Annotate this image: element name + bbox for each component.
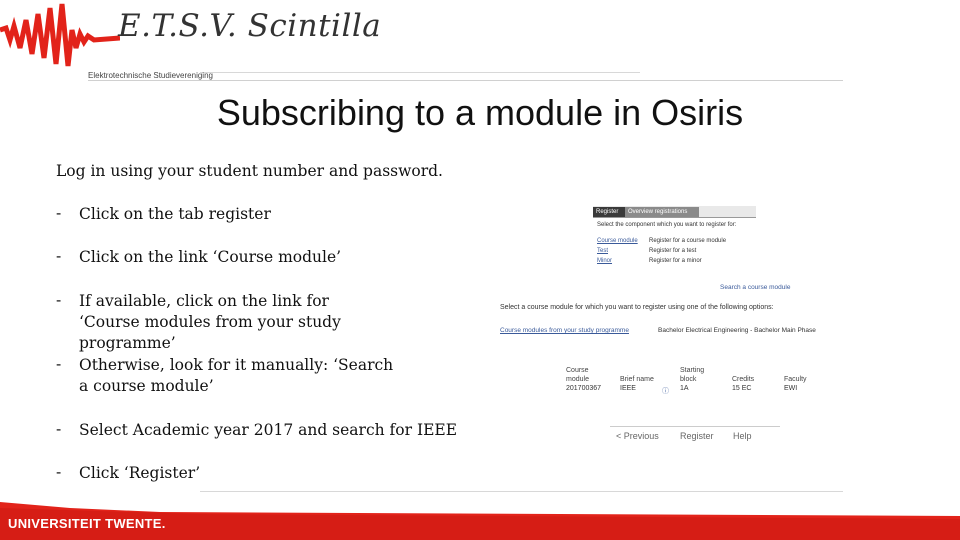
study-programme-value: Bachelor Electrical Engineering - Bachelor Main Phase	[658, 327, 816, 334]
scintilla-logo-wave	[0, 0, 120, 82]
register-button[interactable]: Register	[680, 431, 714, 441]
register-instruction: Select the component which you want to register for:	[597, 222, 737, 228]
minor-desc: Register for a minor	[649, 258, 702, 264]
bullet-item: - Click on the tab register	[56, 204, 271, 223]
university-logo-text: UNIVERSITEIT TWENTE.	[8, 516, 166, 531]
logo-subtitle: Elektrotechnische Studievereniging	[88, 71, 213, 80]
bullet-item: - Select Academic year 2017 and search for IEEE	[56, 420, 458, 439]
link-minor[interactable]: Minor	[597, 258, 613, 264]
register-tab-screenshot	[593, 206, 756, 274]
column-faculty: Faculty EWI	[784, 376, 807, 392]
logo-title: E.T.S.V. Scintilla	[118, 8, 382, 44]
intro-text: Log in using your student number and password.	[56, 162, 443, 180]
tab-overview-registrations[interactable]: Overview registrations	[625, 207, 699, 217]
column-starting-block: Starting block 1A	[680, 367, 705, 392]
link-course-module[interactable]: Course module	[597, 238, 638, 244]
column-course-module: Course module 201700367	[566, 367, 602, 392]
bullet-item: - If available, click on the link for ‘Course modules from your study programme’	[56, 291, 341, 352]
bullet-item: - Click ‘Register’	[56, 463, 201, 482]
info-icon[interactable]: ⓘ	[662, 388, 669, 395]
course-module-screenshot	[498, 284, 843, 449]
header-underline	[88, 80, 843, 81]
previous-button[interactable]: < Previous	[616, 431, 659, 441]
column-brief-name: Brief name IEEE	[620, 376, 654, 392]
bullet-item: - Click on the link ‘Course module’	[56, 247, 342, 266]
course-instruction: Select a course module for which you want to register using one of the following options:	[500, 304, 774, 311]
bullet-item: - Otherwise, look for it manually: ‘Search a course module’	[56, 355, 394, 395]
help-button[interactable]: Help	[733, 431, 752, 441]
slide-title: Subscribing to a module in Osiris	[216, 92, 744, 133]
test-desc: Register for a test	[649, 248, 697, 254]
study-programme-link[interactable]: Course modules from your study programme	[500, 327, 629, 334]
tab-register[interactable]: Register	[593, 207, 627, 217]
footer-divider	[200, 491, 843, 492]
button-row	[610, 426, 780, 445]
column-credits: Credits 15 EC	[732, 376, 755, 392]
header-divider	[200, 72, 640, 73]
course-module-desc: Register for a course module	[649, 238, 727, 244]
link-test[interactable]: Test	[597, 248, 609, 254]
search-course-module-link[interactable]: Search a course module	[720, 284, 791, 291]
